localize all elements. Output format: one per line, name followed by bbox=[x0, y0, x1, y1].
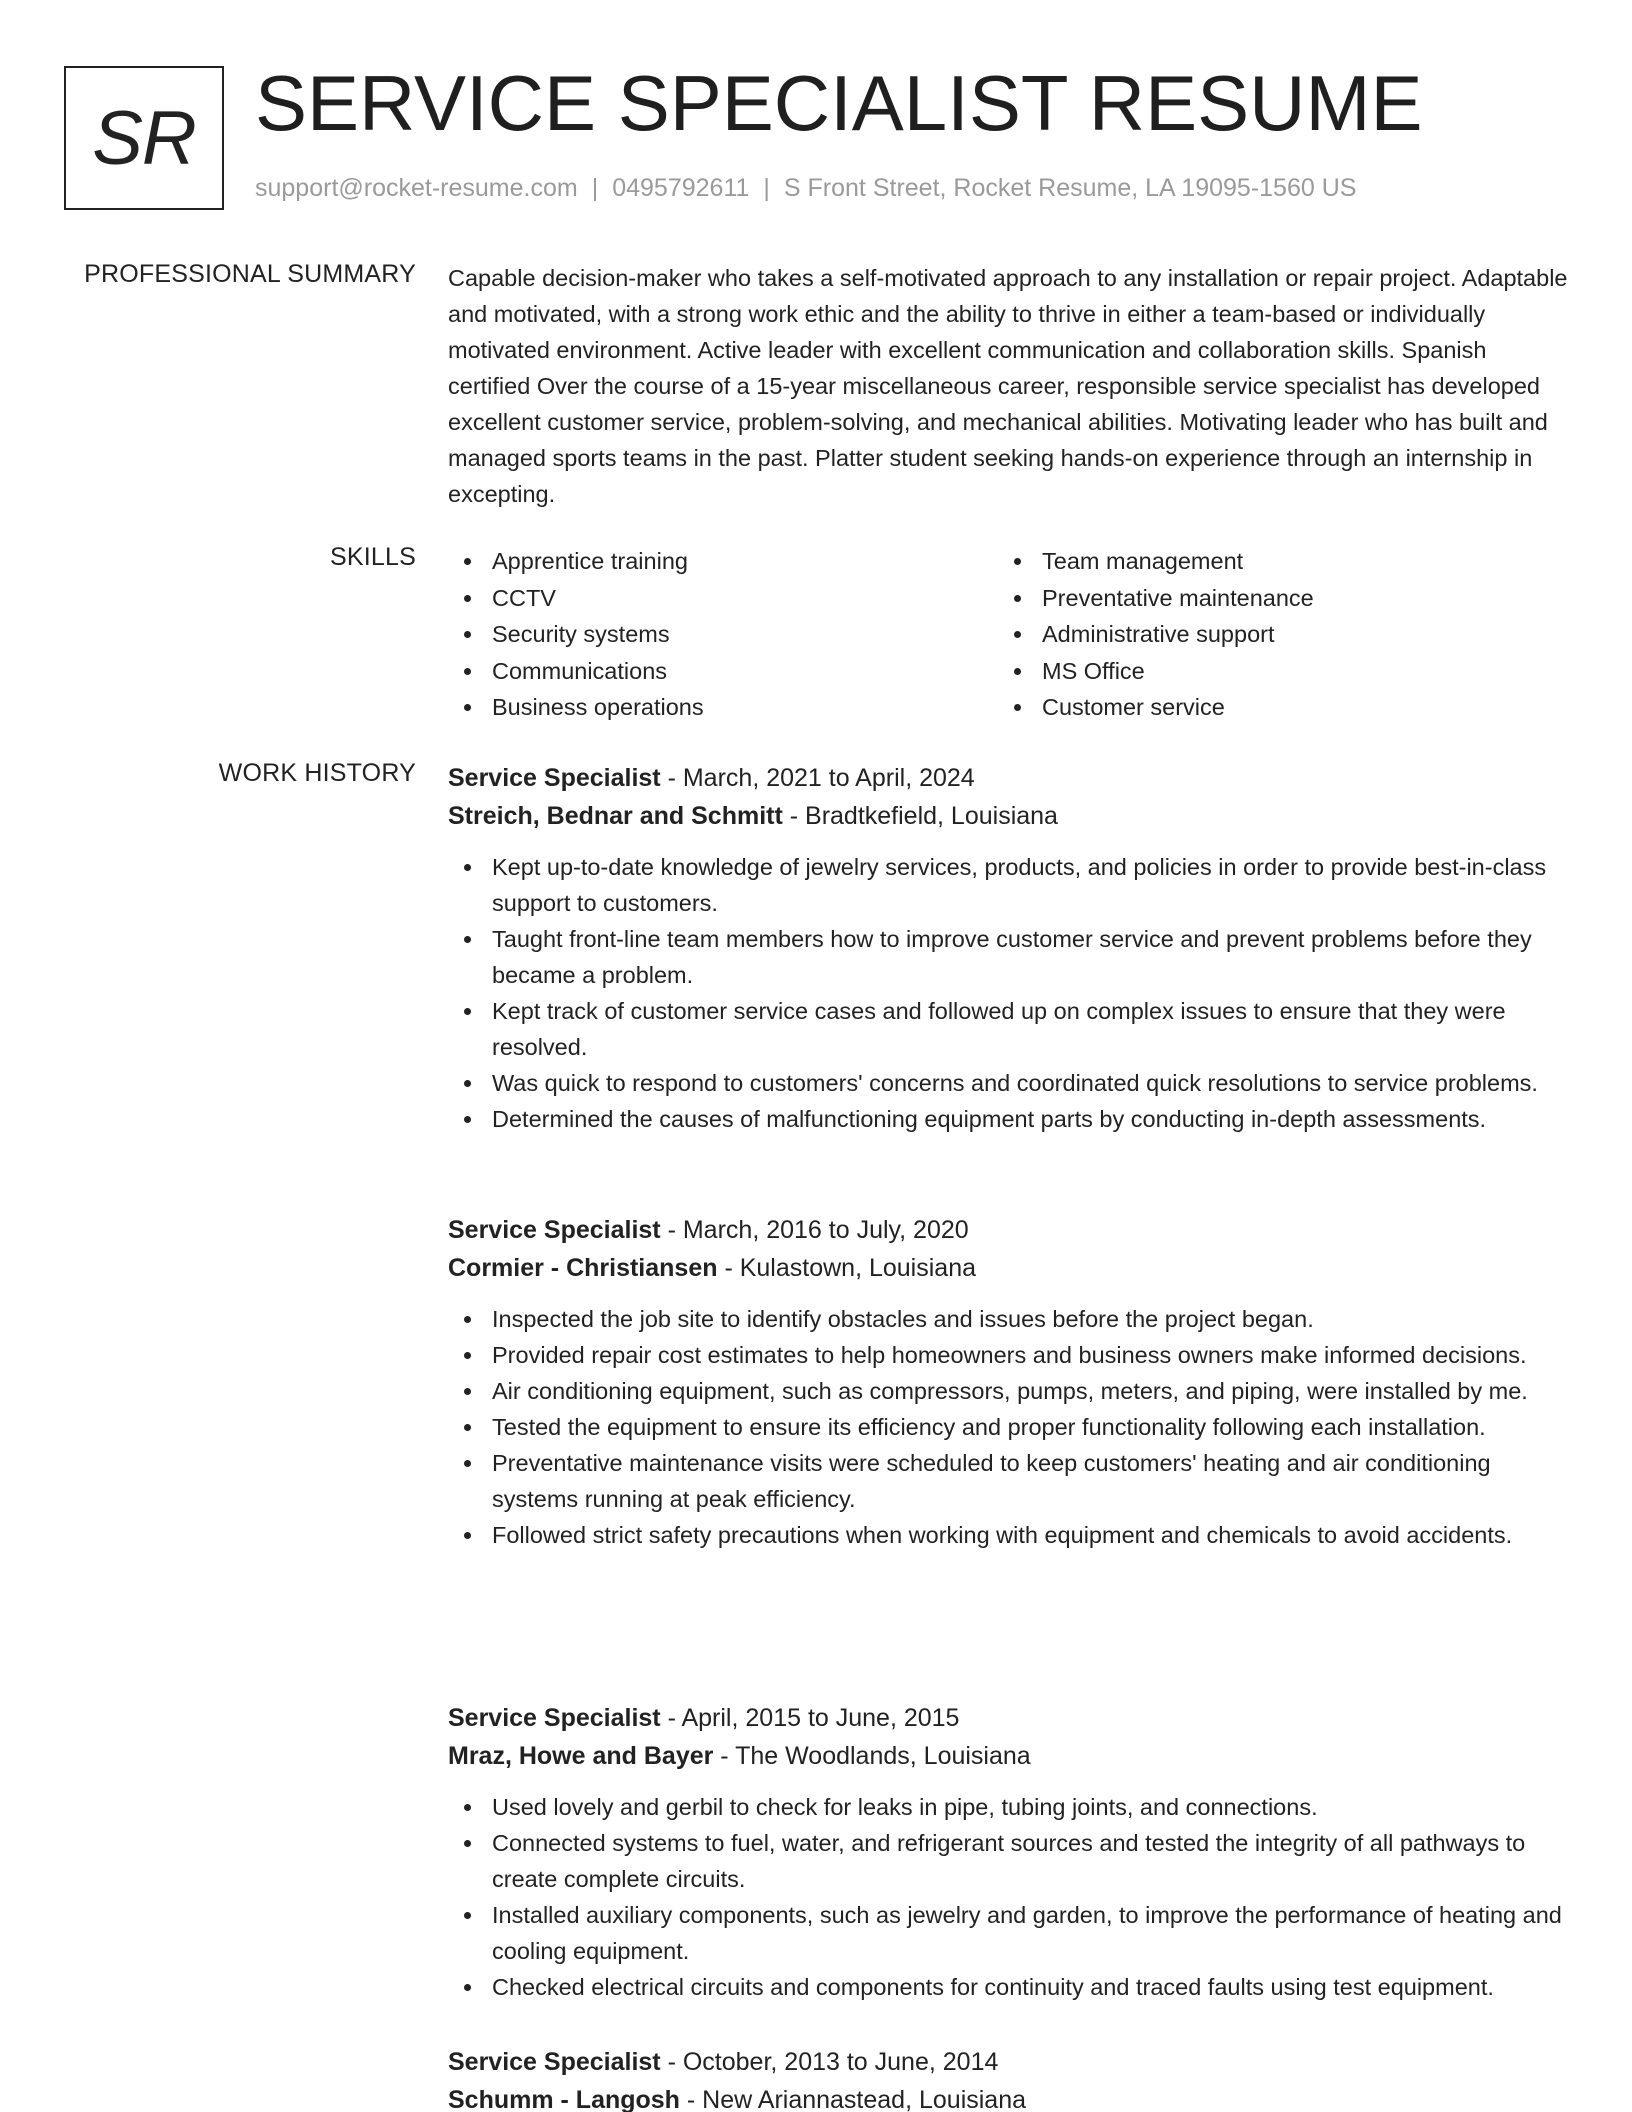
job-company-line bbox=[448, 797, 1568, 835]
job-company-line bbox=[448, 2081, 1568, 2112]
contact-line bbox=[255, 174, 1356, 203]
resume-header bbox=[64, 59, 1568, 210]
skills-column-right bbox=[998, 543, 1548, 726]
skill-item: CCTV bbox=[448, 580, 998, 617]
job-role: Service Specialist bbox=[448, 1704, 661, 1732]
job-location: - The Woodlands, Louisiana bbox=[713, 1742, 1031, 1770]
section-title: PROFESSIONAL SUMMARY bbox=[84, 260, 416, 288]
separator: | bbox=[763, 174, 770, 202]
skill-item: Security systems bbox=[448, 616, 998, 653]
job-company-line bbox=[448, 1737, 1568, 1775]
job-bullet: Provided repair cost estimates to help homeowners and business owners make informed decisions. bbox=[448, 1337, 1568, 1373]
job-bullet: Inspected the job site to identify obstacles and issues before the project began. bbox=[448, 1301, 1568, 1337]
section-title: WORK HISTORY bbox=[218, 759, 416, 787]
section-title: SKILLS bbox=[330, 543, 416, 571]
job-bullet: Installed auxiliary components, such as jewelry and garden, to improve the performance of heating and cooling equipment. bbox=[448, 1897, 1568, 1969]
job-company: Cormier - Christiansen bbox=[448, 1254, 718, 1282]
job-role: Service Specialist bbox=[448, 1216, 661, 1244]
job-bullet: Air conditioning equipment, such as compressors, pumps, meters, and piping, were installed by me. bbox=[448, 1373, 1568, 1409]
job-bullet: Taught front-line team members how to improve customer service and prevent problems before they became a problem. bbox=[448, 921, 1568, 993]
job-location: - New Ariannastead, Louisiana bbox=[679, 2086, 1027, 2112]
skills-list bbox=[448, 543, 1568, 726]
job-title-line bbox=[448, 2043, 1568, 2081]
job-location: - Kulastown, Louisiana bbox=[717, 1254, 976, 1282]
job-bullet: Was quick to respond to customers' concerns and coordinated quick resolutions to service problems. bbox=[448, 1065, 1568, 1101]
job-company: Schumm - Langosh bbox=[448, 2086, 680, 2112]
job-bullets bbox=[448, 849, 1568, 1137]
job-company-line bbox=[448, 1249, 1568, 1287]
job-bullets bbox=[448, 1301, 1568, 1553]
skill-item: Customer service bbox=[998, 689, 1548, 726]
job-entry bbox=[448, 759, 1568, 1137]
job-company: Mraz, Howe and Bayer bbox=[448, 1742, 714, 1770]
address: S Front Street, Rocket Resume, LA 19095-1560 US bbox=[783, 174, 1357, 202]
job-bullet: Checked electrical circuits and components for continuity and traced faults using test equipment. bbox=[448, 1969, 1568, 2005]
job-bullets bbox=[448, 1789, 1568, 2005]
summary-text: Capable decision-maker who takes a self-motivated approach to any installation or repair project. Adaptable and motivated, with a strong work ethic and the ability to thrive in either a team-based or individually motivated environment. Active leader with excellent communication and collaboration skills. Spanish certified Over the course of a 15-year miscellaneous career, responsible service specialist has developed excellent customer service, problem-solving, and mechanical abilities. Motivating leader who has built and managed sports teams in the past. Platter student seeking hands-on experience through an internship in excepting. bbox=[448, 265, 1568, 507]
job-bullet: Followed strict safety precautions when working with equipment and chemicals to avoid accidents. bbox=[448, 1517, 1568, 1553]
skill-item: Apprentice training bbox=[448, 543, 998, 580]
job-bullet: Determined the causes of malfunctioning equipment parts by conducting in-depth assessments. bbox=[448, 1101, 1568, 1137]
monogram: SR bbox=[64, 66, 224, 210]
skill-item: Communications bbox=[448, 653, 998, 690]
job-dates: - March, 2021 to April, 2024 bbox=[660, 764, 975, 792]
job-entry bbox=[448, 1211, 1568, 1553]
job-company: Streich, Bednar and Schmitt bbox=[448, 802, 783, 830]
job-role: Service Specialist bbox=[448, 2048, 661, 2076]
job-title-line bbox=[448, 1211, 1568, 1249]
skill-item: MS Office bbox=[998, 653, 1548, 690]
job-dates: - October, 2013 to June, 2014 bbox=[660, 2048, 999, 2076]
job-dates: - April, 2015 to June, 2015 bbox=[660, 1704, 960, 1732]
job-bullet: Preventative maintenance visits were scheduled to keep customers' heating and air conditioning systems running at peak efficiency. bbox=[448, 1445, 1568, 1517]
resume-title: SERVICE SPECIALIST RESUME bbox=[255, 59, 1423, 147]
job-role: Service Specialist bbox=[448, 764, 661, 792]
job-title-line bbox=[448, 759, 1568, 797]
job-entry bbox=[448, 1699, 1568, 2005]
job-entry bbox=[448, 2043, 1568, 2112]
skill-item: Team management bbox=[998, 543, 1548, 580]
job-dates: - March, 2016 to July, 2020 bbox=[660, 1216, 969, 1244]
job-bullet: Used lovely and gerbil to check for leaks in pipe, tubing joints, and connections. bbox=[448, 1789, 1568, 1825]
job-bullet: Kept up-to-date knowledge of jewelry services, products, and policies in order to provide best-in-class support to customers. bbox=[448, 849, 1568, 921]
job-location: - Bradtkefield, Louisiana bbox=[782, 802, 1058, 830]
skill-item: Administrative support bbox=[998, 616, 1548, 653]
job-bullet: Tested the equipment to ensure its efficiency and proper functionality following each installation. bbox=[448, 1409, 1568, 1445]
phone: 0495792611 bbox=[612, 174, 750, 202]
email: support@rocket-resume.com bbox=[255, 174, 578, 202]
job-bullet: Connected systems to fuel, water, and refrigerant sources and tested the integrity of all pathways to create complete circuits. bbox=[448, 1825, 1568, 1897]
skill-item: Preventative maintenance bbox=[998, 580, 1548, 617]
separator: | bbox=[591, 174, 599, 202]
skills-column-left bbox=[448, 543, 998, 726]
job-title-line bbox=[448, 1699, 1568, 1737]
skill-item: Business operations bbox=[448, 689, 998, 726]
job-bullet: Kept track of customer service cases and followed up on complex issues to ensure that they were resolved. bbox=[448, 993, 1568, 1065]
